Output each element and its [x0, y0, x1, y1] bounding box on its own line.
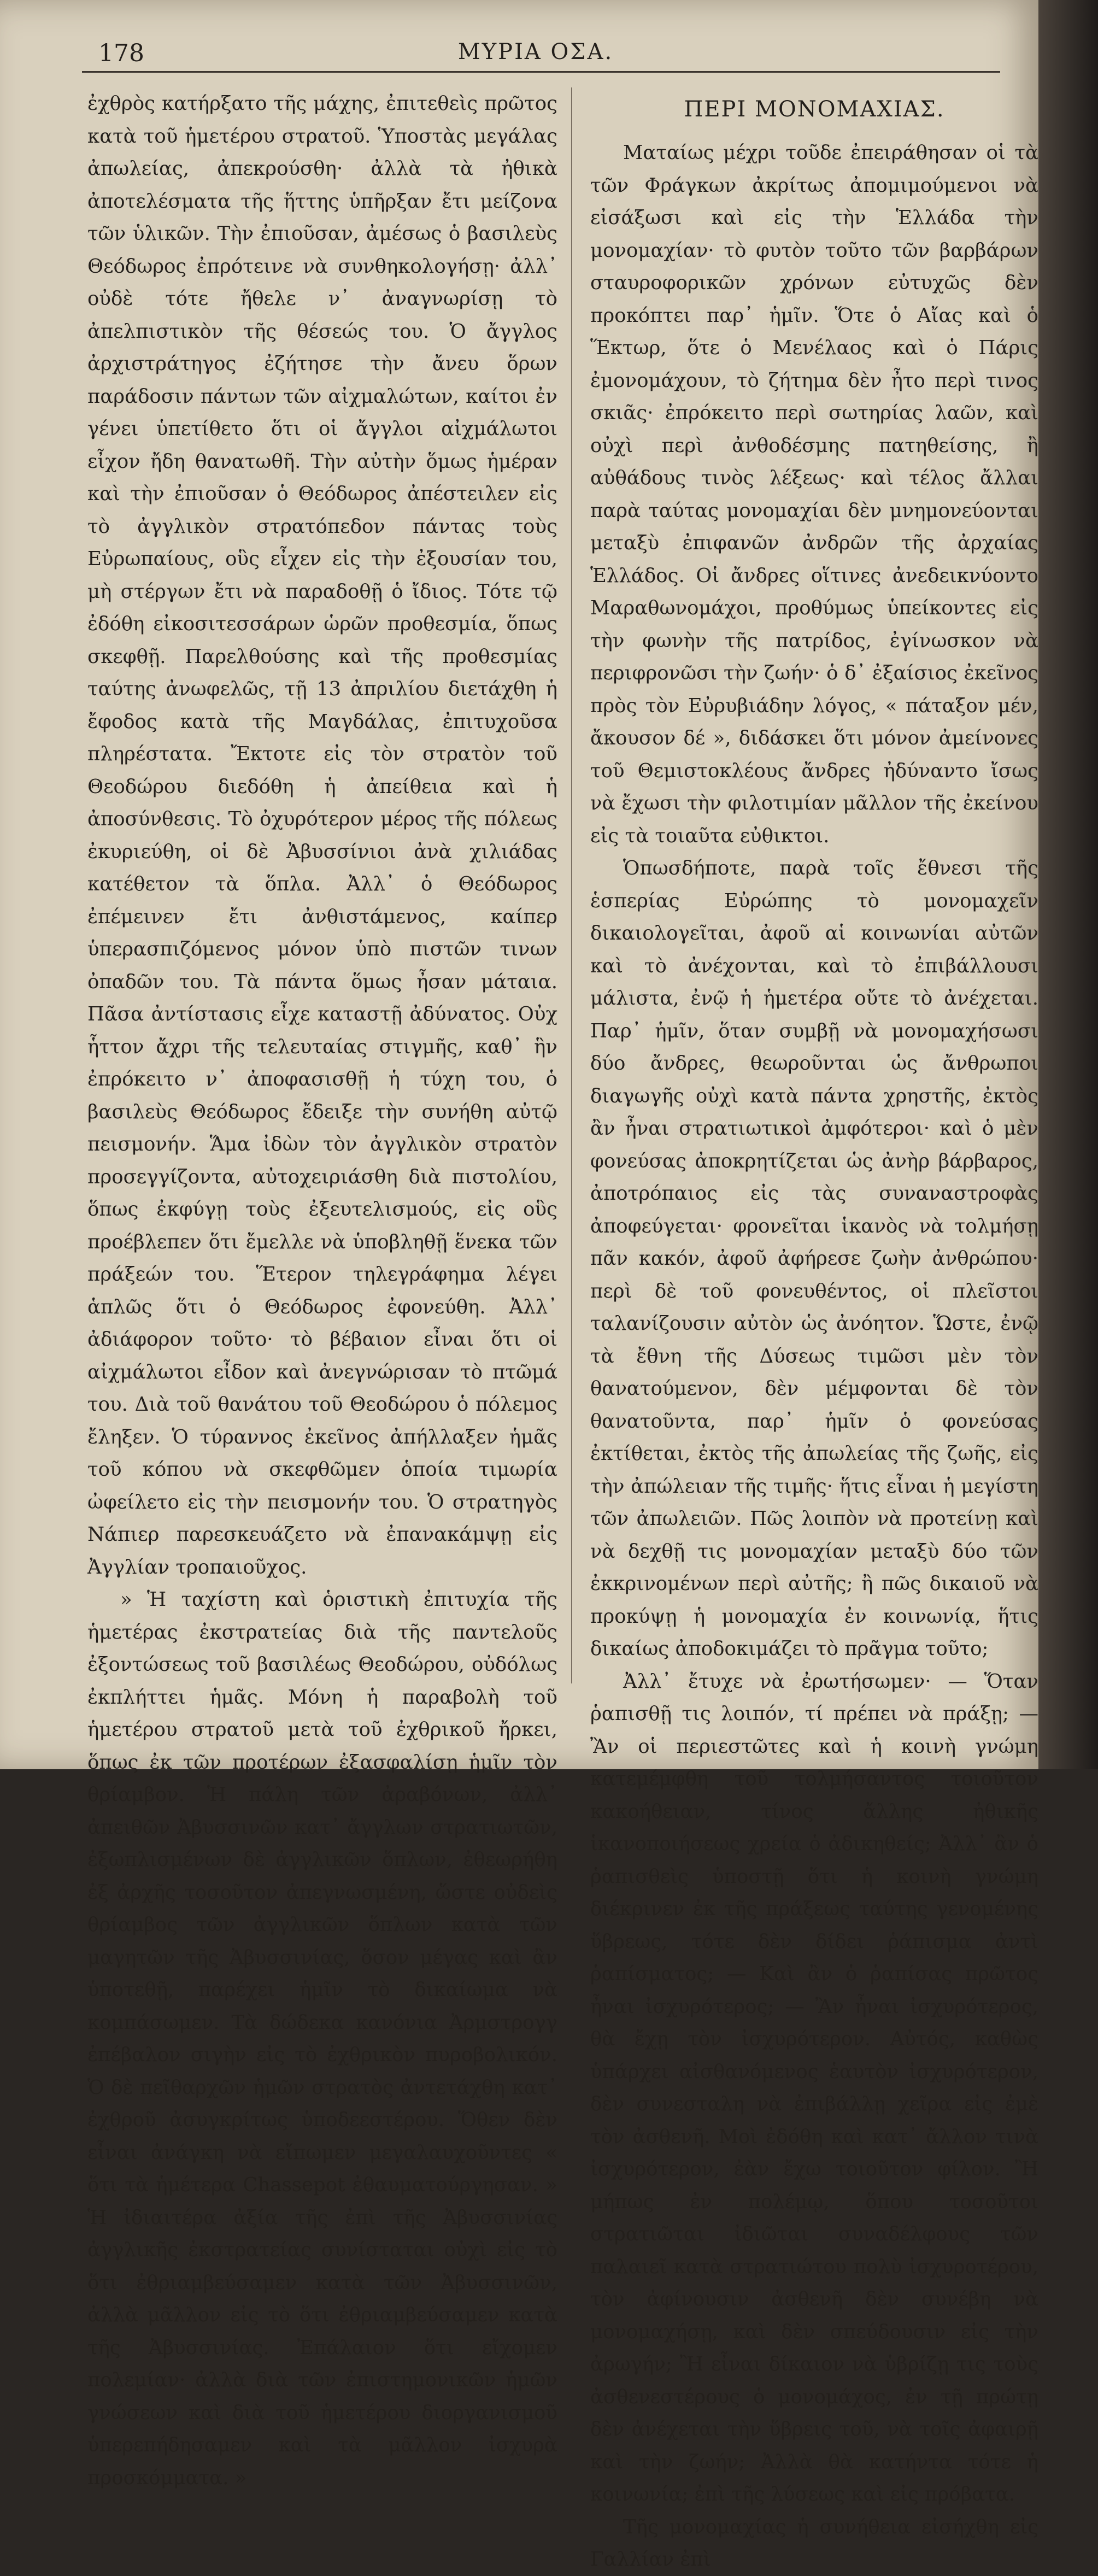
column-divider	[571, 87, 572, 1683]
paragraph: Ὁπωσδήποτε, παρὰ τοῖς ἔθνεσι τῆς ἑσπερίας Εὐρώπης τὸ μονομαχεῖν δικαιολογεῖται, ἀφοῦ αἱ κοινωνίαι αὐτῶν καὶ τὸ ἀνέχονται, καὶ τὸ ἐπιβάλλουσι μάλιστα, ἐνῷ ἡ ἡμετέρα οὔτε τὸ ἀνέχεται. Παρ᾽ ἡμῖν, ὅταν συμβῇ νὰ μονομαχήσωσι δύο ἄνδρες, θεωροῦνται ὡς ἄνθρωποι διαγωγῆς οὐχὶ κατὰ πάντα χρηστῆς, ἐκτὸς ἂν ἦναι στρατιωτικοὶ ἀμφότεροι· καὶ ὁ μὲν φονεύσας ἀποκρητίζεται ὡς ἀνὴρ βάρβαρος, ἀποτρόπαιος εἰς τὰς συναναστροφὰς ἀποφεύγεται· φρονεῖται ἱκανὸς νὰ τολμήσῃ πᾶν κακόν, ἀφοῦ ἀφήρεσε ζωὴν ἀνθρώπου· περὶ δὲ τοῦ φονευθέντος, οἱ πλεῖστοι ταλανίζουσιν αὐτὸν ὡς ἀνόητον. Ὥστε, ἐνῷ τὰ ἔθνη τῆς Δύσεως τιμῶσι μὲν τὸν θανατούμενον, δὲν μέμφονται δὲ τὸν θανατοῦντα, παρ᾽ ἡμῖν ὁ φονεύσας ἐκτίθεται, ἐκτὸς τῆς ἀπωλείας τῆς ζωῆς, εἰς τὴν ἀπώλειαν τῆς τιμῆς· ἥτις εἶναι ἡ μεγίστη τῶν ἀπωλειῶν. Πῶς λοιπὸν νὰ προτείνῃ καὶ νὰ δεχθῇ τις μονομαχίαν μεταξὺ δύο τῶν ἐκκρινομένων περὶ αὐτῆς; ἢ πῶς δικαιοῦ νὰ προκύψῃ ἡ μονομαχία ἐν κοινωνίᾳ, ἥτις δικαίως ἀποδοκιμάζει τὸ πρᾶγμα τοῦτο;	[590, 857, 1038, 1660]
paragraph: Ἀλλ᾽ ἔτυχε νὰ ἐρωτήσωμεν· — Ὅταν ῥαπισθῇ τις λοιπόν, τί πρέπει νὰ πράξῃ; — Ἂν οἱ περιεστῶτες καὶ ἡ κοινὴ γνώμη κατεμέμφθη τοῦ τολμήσαντος τοιοῦτον κακοήθειαν, τίνος ἄλλης ἠθικῆς ἱκανοποιήσεως χρεία ὁ ἀδικηθείς; Ἀλλ᾽ ἂν ὁ ῥαπισθεὶς ὑποστῇ ὅτι ἡ κοινὴ γνώμη διέκρινεν ἐκ τῆς πράξεως ταύτης γενομένης ὕβρεως, τότε δὲν δίδει ῥάπισμα ἀντὶ ῥαπίσματος; — Καὶ ἂν ὁ ῥαπίσας πρῶτος ἦναι ἰσχυρότερος; — Ἂν ἦναι ἰσχυρότερος, θὰ ἔχῃ τὸν ἰσχυρότερον. Αὐτός, καθὼς ὑπάρχει αἰσθανόμενος ἑαυτὸν ἰσχυρότερον, δὲν συνεσταλη νὰ ἐπιβάλλῃ χεῖρα εἰς ἐμὲ τὸν ἀσθενῆ. Μοὶ ἐδόθη καὶ κατ᾽ ἄλλον τινὰ ἰσχυρότερον, ἐὰν ἔχω τοιοῦτον φίλον. Ἢ μήπως ἐν πολέμῳ, ὅπου τοσοῦτοι στρατιῶται ἰδιῶται συναδέλφους τῶν παλαιεῖ κατὰ στρατιώτου πολὺ ἰσχυροτέρου, τὸν ἀφίνουσιν ἀσθενῆ δὲν συνέβη νὰ μονομαχήσῃ, καὶ δὲν σπεύδουσιν εἰς τὴν ἀρωγήν; Ἢ εἶναι δίκαιον νὰ ὑβρίζῃ τις τοὺς ἀσθενεστέρους ὁ μονομάχος, ἐν τῇ πρώτῃ δὲν ἀνέχεται τὴν ὕβρεις τοῦ, νὰ τοῖς ἀφαιρῇ καὶ τὴν ζωήν; Ἀλλὰ θὰ κατήντα τότε ἡ κοινωνία; ἐπὶ τῆς λύσεως καὶ εἰς πρόβατα.	[590, 1670, 1038, 2505]
paragraph: Ματαίως μέχρι τοῦδε ἐπειράθησαν οἱ τὰ τῶν Φράγκων ἀκρίτως ἀπομιμούμενοι νὰ εἰσάξωσι καὶ εἰς τὴν Ἑλλάδα τὴν μονομαχίαν· τὸ φυτὸν τοῦτο τῶν βαρβάρων σταυροφορικῶν χρόνων εὐτυχῶς δὲν προκόπτει παρ᾽ ἡμῖν. Ὅτε ὁ Αἴας καὶ ὁ Ἕκτωρ, ὅτε ὁ Μενέλαος καὶ ὁ Πάρις ἐμονομάχουν, τὸ ζήτημα δὲν ἦτο περὶ τινος σκιᾶς· ἐπρόκειτο περὶ σωτηρίας λαῶν, καὶ οὐχὶ περὶ ἀνθοδέσμης πατηθείσης, ἢ αὐθάδους τινὸς λέξεως· καὶ τέλος ἄλλαι παρὰ ταύτας μονομαχίαι δὲν μνημονεύονται μεταξὺ ἐπιφανῶν ἀνδρῶν τῆς ἀρχαίας Ἑλλάδος. Οἱ ἄνδρες οἵτινες ἀνεδεικνύοντο Μαραθωνομάχοι, προθύμως ὑπείκοντες εἰς τὴν φωνὴν τῆς πατρίδος, ἐγίνωσκον νὰ περιφρονῶσι τὴν ζωήν· ὁ δ᾽ ἐξαίσιος ἐκεῖνος πρὸς τὸν Εὐρυβιάδην λόγος, « πάταξον μέν, ἄκουσον δέ », διδάσκει ὅτι μόνον ἀμείνονες τοῦ Θεμιστοκλέους ἄνδρες ἠδύναντο ἴσως νὰ ἔχωσι τὴν φιλοτιμίαν μᾶλλον τῆς ἐκείνου εἰς τὰ τοιαῦτα εὐθικτοι.	[590, 142, 1038, 847]
right-column	[590, 87, 1038, 2571]
page-header	[66, 33, 1006, 77]
header-rule	[82, 71, 1000, 73]
paragraph: » Ἡ ταχίστη καὶ ὁριστικὴ ἐπιτυχία τῆς ἡμετέρας ἐκστρατείας διὰ τῆς παντελοῦς ἐξοντώσεως τοῦ βασιλέως Θεοδώρου, οὐδόλως ἐκπλήττει ἡμᾶς. Μόνη ἡ παραβολὴ τοῦ ἡμετέρου στρατοῦ μετὰ τοῦ ἐχθρικοῦ ἤρκει, ὅπως ἐκ τῶν προτέρων ἐξασφαλίσῃ ἡμῖν τὸν θρίαμβον. Ἡ πάλη τῶν ἀραβόνων, ἀλλ᾽ ἀπειθῶν Ἀβυσσινῶν κατ᾽ ἄγγλων στρατιωτῶν, ἐξωπλισμένων δὲ ἀγγλικῶν ὅπλων, ἐθεωρήθη ἐξ ἀρχῆς τοσοῦτον ἀπεγνωσμένη, ὥστε οὐδεὶς θρίαμβος τῶν ἀγγλικῶν ὅπλων κατὰ τῶν μαγητῶν τῆς Ἀβυσσινίας, ὅσον μέγας καὶ ἂν ὑποτεθῇ, παρέχει ἡμῖν τὸ δικαίωμα νὰ κομπάσωμεν. Τὰ δώδεκα κανόνια Ἀρμστρογγ ἐπέβαλον σιγὴν εἰς τὸ ἐχθρικὸν πυροβολικόν. Ὁ δὲ πεῖθαρχῶν ἡμῶν στρατὸς ἀντετάχθη κατ᾽ ἐχθροῦ ἀσυγκρίτως ὑποδεεστέρου. Ὅθεν δὲν εἶναι ἀνάγκη νὰ εἴπωμεν μεγαλαυχοῦντες « ὅτι τὰ ἡμέτερα Chassepot ἐθαυματούργησαν. » Ἡ ἰδιαιτέρα ἀξία τῆς ἐπὶ τῆς Ἀβυσσινίας ἀγγλικῆς ἐκστρατείας συνίσταται οὐχὶ εἰς τὸ ὅτι ἐθριαμβεύσαμεν κατὰ τῶν Ἀβυσσινῶν, ἀλλὰ μᾶλλον εἰς τὸ ὅτι ἐθριαμβεύσαμεν κατὰ τῆς Ἀβυσσινίας. Ἐπάλαιον ὅτι εἴχομεν πολεμίαν· ἀλλὰ διὰ τῶν ἐπιστημονικῶν ἡμῶν γνώσεων καὶ διὰ τοῦ ἡμετέρου διοργανισμοῦ ὑπερεπήδησαμεν καὶ τὰ μᾶλλον ἰσχυρὰ προσκόμματα. »	[87, 1588, 557, 2489]
section-title: ΠΕΡΙ ΜΟΝΟΜΑΧΙΑΣ.	[684, 97, 945, 122]
page-number: 178	[98, 39, 144, 67]
paragraph: Τῆς μονομαχίας ἡ συνήθεια εἰσήχθη εἰς Γαλλίαν ἐπὶ	[590, 2515, 1038, 2571]
page-gutter-shadow	[1038, 0, 1098, 1769]
left-column	[87, 87, 557, 2489]
running-title: ΜΥΡΙΑ ΟΣΑ.	[457, 39, 614, 64]
paragraph: ἐχθρὸς κατήρξατο τῆς μάχης, ἐπιτεθεὶς πρῶτος κατὰ τοῦ ἡμετέρου στρατοῦ. Ὑποστὰς μεγάλας ἀπωλείας, ἀπεκρούσθη· ἀλλὰ τὰ ἠθικὰ ἀποτελέσματα τῆς ἥττης ὑπῆρξαν ἔτι μείζονα τῶν ὑλικῶν. Τὴν ἐπιοῦσαν, ἀμέσως ὁ βασιλεὺς Θεόδωρος ἐπρότεινε νὰ συνθηκολογήσῃ· ἀλλ᾽ οὐδὲ τότε ἤθελε ν᾽ ἀναγνωρίσῃ τὸ ἀπελπιστικὸν τῆς θέσεώς του. Ὁ ἄγγλος ἀρχιστράτηγος ἐζήτησε τὴν ἄνευ ὅρων παράδοσιν πάντων τῶν αἰχμαλώτων, καίτοι ἐν γένει ὑπετίθετο ὅτι οἱ ἄγγλοι αἰχμάλωτοι εἶχον ἤδη θανατωθῆ. Τὴν αὐτὴν ὅμως ἡμέραν καὶ τὴν ἐπιοῦσαν ὁ Θεόδωρος ἀπέστειλεν εἰς τὸ ἀγγλικὸν στρατόπεδον πάντας τοὺς Εὐρωπαίους, οὓς εἶχεν εἰς τὴν ἐξουσίαν του, μὴ στέργων ἔτι νὰ παραδοθῇ ὁ ἴδιος. Τότε τῷ ἐδόθη εἰκοσιτεσσάρων ὡρῶν προθεσμία, ὅπως σκεφθῇ. Παρελθούσης καὶ τῆς προθεσμίας ταύτης ἀνωφελῶς, τῇ 13 ἀπριλίου διετάχθη ἡ ἔφοδος κατὰ τῆς Μαγδάλας, ἐπιτυχοῦσα πληρέστατα. Ἔκτοτε εἰς τὸν στρατὸν τοῦ Θεοδώρου διεδόθη ἡ ἀπείθεια καὶ ἡ ἀποσύνθεσις. Τὸ ὀχυρότερον μέρος τῆς πόλεως ἐκυριεύθη, οἱ δὲ Ἀβυσσίνιοι ἀνὰ χιλιάδας κατέθετον τὰ ὅπλα. Ἀλλ᾽ ὁ Θεόδωρος ἐπέμεινεν ἔτι ἀνθιστάμενος, καίπερ ὑπερασπιζόμενος μόνον ὑπὸ πιστῶν τινων ὀπαδῶν του. Τὰ πάντα ὅμως ἦσαν μάταια. Πᾶσα ἀντίστασις εἶχε καταστῇ ἀδύνατος. Οὐχ ἧττον ἄχρι τῆς τελευταίας στιγμῆς, καθ᾽ ἣν ἐπρόκειτο ν᾽ ἀποφασισθῇ ἡ τύχη του, ὁ βασιλεὺς Θεόδωρος ἔδειξε τὴν συνήθη αὐτῷ πεισμονήν. Ἅμα ἰδὼν τὸν ἀγγλικὸν στρατὸν προσεγγίζοντα, αὐτοχειριάσθη διὰ πιστολίου, ὅπως ἐκφύγῃ τοὺς ἐξευτελισμούς, εἰς οὓς προέβλεπεν ὅτι ἔμελλε νὰ ὑποβληθῇ ἕνεκα τῶν πράξεών του. Ἕτερον τηλεγράφημα λέγει ἁπλῶς ὅτι ὁ Θεόδωρος ἐφονεύθη. Ἀλλ᾽ ἀδιάφορον τοῦτο· τὸ βέβαιον εἶναι ὅτι οἱ αἰχμάλωτοι εἶδον καὶ ἀνεγνώρισαν τὸ πτῶμά του. Διὰ τοῦ θανάτου τοῦ Θεοδώρου ὁ πόλεμος ἔληξεν. Ὁ τύραννος ἐκεῖνος ἀπήλλαξεν ἡμᾶς τοῦ κόπου νὰ σκεφθῶμεν ὁποία τιμωρία ὠφείλετο εἰς τὴν πεισμονήν του. Ὁ στρατηγὸς Νάπιερ παρεσκευάζετο νὰ ἐπανακάμψῃ εἰς Ἀγγλίαν τροπαιοῦχος.	[87, 92, 557, 1579]
